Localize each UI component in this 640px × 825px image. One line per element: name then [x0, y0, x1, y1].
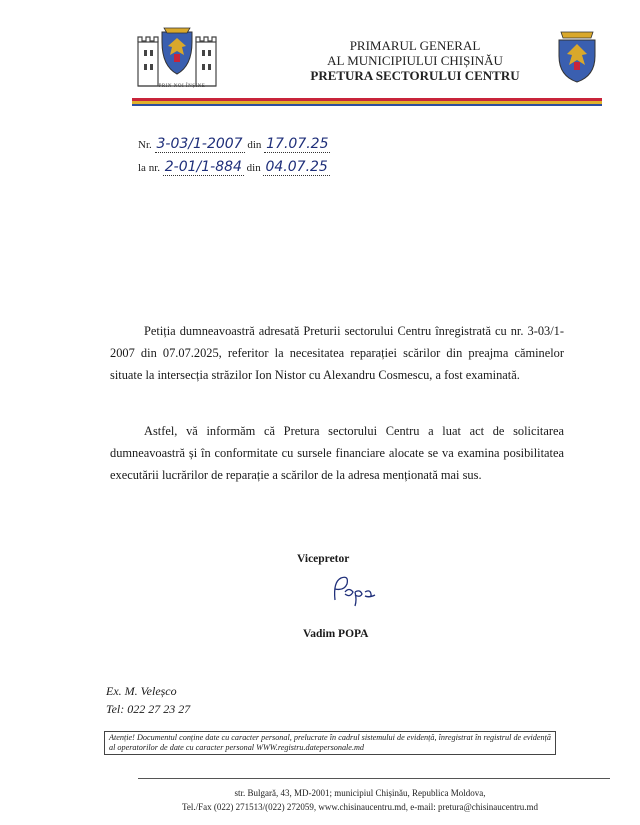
ref-date: 04.07.25: [265, 159, 328, 175]
nr-label: Nr.: [138, 139, 152, 151]
body-paragraph-1: [110, 320, 564, 386]
header-band-blue: [132, 104, 602, 106]
nr-value: 3-03/1-2007: [156, 136, 243, 152]
handwritten-signature: [325, 570, 385, 610]
footer-address: str. Bulgară, 43, MD-2001; municipiul Chișinău, Republica Moldova,: [234, 788, 486, 798]
footer-divider: [138, 778, 610, 779]
din-label: din: [247, 139, 262, 151]
ref-value: 2-01/1-884: [164, 159, 242, 175]
reference-number-line: [138, 159, 330, 175]
signer-name: Vadim POPA: [303, 628, 369, 640]
nr-date: 17.07.25: [266, 136, 329, 152]
ref-label: la nr.: [138, 162, 160, 174]
footer-contacts: Tel./Fax (022) 271513/(022) 272059, www.chisinaucentru.md, e-mail: pretura@chisinaucentru.md: [182, 802, 538, 812]
paragraph-1-text: Petiția dumneavoastră adresată Preturii sectorului Centru înregistrată cu nr. 3-03/1-2007 din 07.07.2025, referitor la necesitatea reparației scărilor din preajma căminelor situate la intersecția străzilor Ion Nistor cu Alexandru Cosmescu, a fost examinată.: [110, 324, 564, 382]
executor-block: [106, 682, 190, 718]
registration-number-line: [138, 136, 330, 152]
city-coat-of-arms-right-logo: [555, 28, 599, 84]
ref-din-label: din: [246, 162, 261, 174]
executor-phone: Tel: 022 27 23 27: [106, 702, 191, 716]
header-line-1: PRIMARUL GENERAL: [349, 38, 481, 53]
paragraph-2-text: Astfel, vă informăm că Pretura sectorului Centru a luat act de solicitarea dumneavoastră și în conformitate cu sursele financiare alocate se va examina posibilitatea executării lucrărilor de reparație a scărilor de la adresa menționată mai sus.: [110, 424, 564, 482]
header-line-3: PRETURA SECTORULUI CENTRU: [310, 68, 520, 83]
header-line-2: AL MUNICIPIULUI CHIȘINĂU: [327, 53, 503, 68]
body-paragraph-2: [110, 420, 564, 486]
crest-motto: PRIN NOI ÎNȘINE: [158, 84, 206, 89]
personal-data-notice: Atenție! Documentul conține date cu caracter personal, prelucrate în cadrul sistemului de evidență, înregistrat în registrul de evidență al operatorilor de date cu caracter personal WWW.registru.datepersonale.md: [104, 731, 556, 755]
executor-name: Ex. M. Veleșco: [106, 684, 177, 698]
signer-role: Vicepretor: [297, 553, 350, 565]
